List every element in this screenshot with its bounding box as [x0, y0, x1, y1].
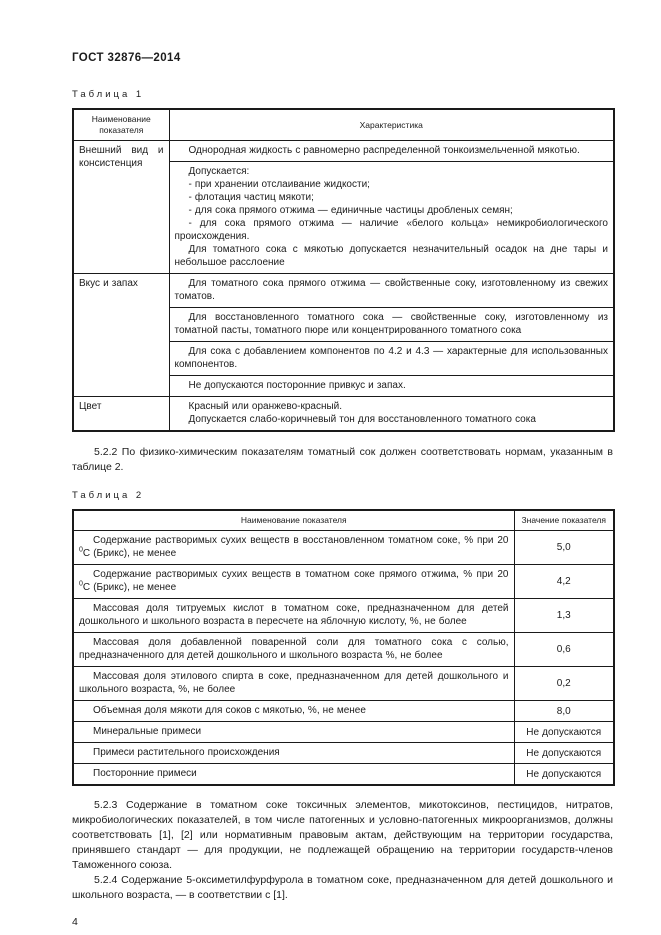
indicator-text: Массовая доля титруемых кислот в томатном соке, предназначенном для детей дошкольного и школьного возраста в пересчете на яблочную кислоту, %, не более [79, 603, 509, 627]
table1 [72, 108, 615, 432]
indicator-name-color: Цвет [73, 397, 169, 432]
table-row [73, 633, 614, 667]
indicator-cell [73, 701, 514, 722]
table-row [73, 722, 614, 743]
table-row [73, 531, 614, 565]
paragraph-5-2-4: 5.2.4 Содержание 5-оксиметилфурфурола в томатном соке, предназначенном для детей дошкольного и школьного возраста, — в соответствии с [1]. [72, 874, 613, 901]
table-row [73, 667, 614, 701]
table2 [72, 509, 615, 786]
table2-header-value: Значение показателя [514, 510, 614, 531]
indicator-text: Посторонние примеси [93, 768, 197, 779]
table-row [73, 743, 614, 764]
value-cell: 1,3 [514, 599, 614, 633]
table-row [73, 274, 614, 308]
page-content [72, 52, 613, 928]
value-cell: Не допускаются [514, 722, 614, 743]
paragraph-5-2-3: 5.2.3 Содержание в томатном соке токсичных элементов, микотоксинов, пестицидов, нитратов, микробиологических показателей, в том числе патогенных и условно-патогенных микроорганизмов, должны соответствовать [1], [2] или нормативным правовым актам, действующим на территории государства, принявшего стандарт — для продукции, не подлежащей обращению на территории государств-членов Таможенного союза. [72, 799, 613, 871]
characteristic-cell: Для томатного сока прямого отжима — свойственные соку, изготовленному из свежих томатов. [169, 274, 614, 308]
value-cell: 0,2 [514, 667, 614, 701]
table1-label: Таблица 1 [72, 89, 145, 100]
table-row [73, 141, 614, 162]
page-number: 4 [72, 916, 78, 928]
superscript-zero: 0 [79, 546, 83, 554]
indicator-text: С (Брикс), не менее [82, 548, 177, 559]
value-cell: 0,6 [514, 633, 614, 667]
indicator-text: Объемная доля мякоти для соков с мякотью, %, не менее [93, 705, 366, 716]
indicator-text: Примеси растительного происхождения [93, 747, 280, 758]
indicator-cell [73, 722, 514, 743]
characteristic-cell: Для сока с добавлением компонентов по 4.2 и 4.3 — характерные для использованных компонентов. [169, 342, 614, 376]
value-cell: 4,2 [514, 565, 614, 599]
table1-header-name: Наименование показателя [73, 109, 169, 141]
value-cell: Не допускаются [514, 764, 614, 786]
characteristic-cell: Допускается: - при хранении отслаивание жидкости; - флотация частиц мякоти; - для сока прямого отжима — единичные частицы дробленых семян; - для сока прямого отжима — наличие «белого кольца» немикробиологического происхождения. Для томатного сока с мякотью допускается незначительный осадок на дне тары и небольшое расслоение [169, 162, 614, 274]
characteristic-cell: Красный или оранжево-красный. Допускается слабо-коричневый тон для восстановленного томатного сока [169, 397, 614, 432]
indicator-cell [73, 633, 514, 667]
value-cell: Не допускаются [514, 743, 614, 764]
document-title: ГОСТ 32876—2014 [72, 52, 181, 64]
indicator-text: Содержание растворимых сухих веществ в восстановленном томатном соке, % при 20 [93, 535, 509, 546]
value-cell: 5,0 [514, 531, 614, 565]
characteristic-cell: Однородная жидкость с равномерно распределенной тонкоизмельченной мякотью. [169, 141, 614, 162]
indicator-text: Массовая доля этилового спирта в соке, предназначенном для детей дошкольного и школьного возраста, %, не более [79, 671, 509, 695]
indicator-name-taste-smell: Вкус и запах [73, 274, 169, 397]
table-row [73, 701, 614, 722]
table1-header-row [73, 109, 614, 141]
indicator-text: Минеральные примеси [93, 726, 202, 737]
indicator-cell [73, 531, 514, 565]
value-cell: 8,0 [514, 701, 614, 722]
indicator-cell [73, 565, 514, 599]
table2-header-name: Наименование показателя [73, 510, 514, 531]
table1-header-characteristic: Характеристика [169, 109, 614, 141]
indicator-cell [73, 599, 514, 633]
table2-label: Таблица 2 [72, 490, 145, 501]
table-row [73, 599, 614, 633]
indicator-cell [73, 743, 514, 764]
indicator-text: С (Брикс), не менее [82, 582, 177, 593]
indicator-cell [73, 667, 514, 701]
table-row [73, 565, 614, 599]
indicator-name-appearance: Внешний вид и консистенция [73, 141, 169, 274]
table2-header-row [73, 510, 614, 531]
characteristic-cell: Для восстановленного томатного сока — свойственные соку, изготовленному из томатной пасты, томатного пюре или концентрированного томатного сока [169, 308, 614, 342]
indicator-text: Массовая доля добавленной поваренной соли для томатного сока с солью, предназначенного для детей дошкольного и школьного возраста %, не более [79, 637, 509, 661]
table-row [73, 397, 614, 432]
indicator-cell [73, 764, 514, 786]
superscript-zero: 0 [79, 580, 83, 588]
paragraph-5-2-2: 5.2.2 По физико-химическим показателям томатный сок должен соответствовать нормам, указанным в таблице 2. [72, 446, 613, 473]
table-row [73, 764, 614, 786]
characteristic-cell: Не допускаются посторонние привкус и запах. [169, 376, 614, 397]
indicator-text: Содержание растворимых сухих веществ в томатном соке прямого отжима, % при 20 [93, 569, 509, 580]
